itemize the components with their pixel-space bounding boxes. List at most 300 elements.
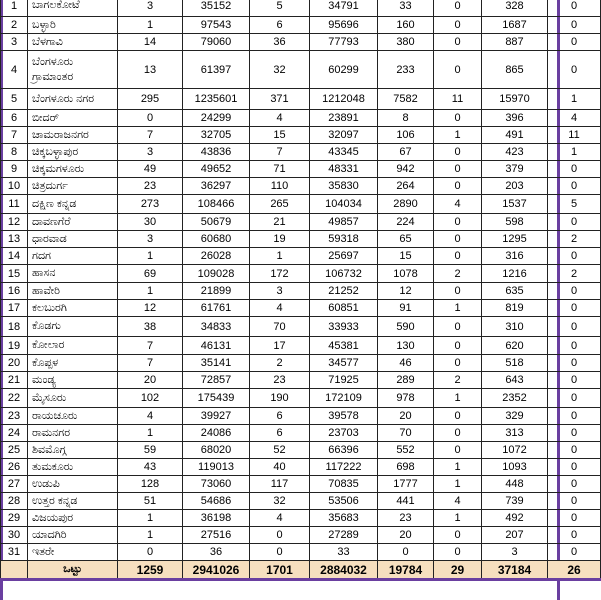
deaths-today-cell: 0 — [434, 51, 482, 89]
table-row — [1, 459, 601, 476]
district-name: ಧಾರವಾಡ — [28, 231, 118, 248]
total-discharged-cell: 49857 — [310, 214, 378, 231]
total-active-cell: 7582 — [378, 89, 434, 110]
discharged-today-cell: 0 — [250, 544, 310, 561]
total-discharged-cell: 27289 — [310, 527, 378, 544]
total-active-cases-cell: 1259 — [118, 561, 183, 580]
total-active-cell: 698 — [378, 459, 434, 476]
total-discharged-cell: 23703 — [310, 425, 378, 442]
deaths-today-cell: 1 — [434, 459, 482, 476]
total-active-cell: 67 — [378, 144, 434, 161]
discharged-today-cell: 15 — [250, 127, 310, 144]
total-active-cell: 160 — [378, 17, 434, 34]
discharged-today-cell: 2 — [250, 355, 310, 372]
total-active-cell: 1777 — [378, 476, 434, 493]
total-positive-cell: 54686 — [183, 493, 250, 510]
total-deaths-cell: 3 — [482, 544, 548, 561]
other-deaths-cell: 0 — [548, 248, 601, 265]
total-deaths-cell: 1295 — [482, 231, 548, 248]
district-name: ಉಡುಪಿ — [28, 476, 118, 493]
total-positive-cell: 34833 — [183, 317, 250, 337]
total-active-cell: 289 — [378, 372, 434, 389]
active-cases-cell: 20 — [118, 372, 183, 389]
total-total-deaths-cell: 37184 — [482, 561, 548, 580]
total-positive-cell: 24299 — [183, 110, 250, 127]
deaths-today-cell: 0 — [434, 34, 482, 51]
district-name: ರಾಮನಗರ — [28, 425, 118, 442]
total-discharged-cell: 66396 — [310, 442, 378, 459]
total-discharged-today-cell: 1701 — [250, 561, 310, 580]
district-name: ಚಾಮರಾಜನಗರ — [28, 127, 118, 144]
total-discharged-cell: 21252 — [310, 283, 378, 300]
total-positive-cell: 36297 — [183, 178, 250, 195]
discharged-today-cell: 21 — [250, 214, 310, 231]
active-cases-cell: 7 — [118, 127, 183, 144]
total-positive-cell: 72857 — [183, 372, 250, 389]
row-serial-number: 16 — [1, 283, 28, 300]
other-deaths-cell: 0 — [548, 17, 601, 34]
active-cases-cell: 4 — [118, 408, 183, 425]
discharged-today-cell: 172 — [250, 265, 310, 283]
total-positive-cell: 61397 — [183, 51, 250, 89]
row-serial-number: 7 — [1, 127, 28, 144]
total-deaths-cell: 310 — [482, 317, 548, 337]
active-cases-cell: 3 — [118, 0, 183, 17]
discharged-today-cell: 3 — [250, 283, 310, 300]
active-cases-cell: 1 — [118, 248, 183, 265]
total-positive-cell: 39927 — [183, 408, 250, 425]
district-name: ಶಿವಮೊಗ್ಗ — [28, 442, 118, 459]
total-discharged-cell: 43345 — [310, 144, 378, 161]
deaths-today-cell: 0 — [434, 17, 482, 34]
district-name: ದಾವಣಗೆರೆ — [28, 214, 118, 231]
deaths-today-cell: 1 — [434, 127, 482, 144]
other-deaths-cell: 0 — [548, 425, 601, 442]
district-name: ಯಾದಗಿರಿ — [28, 527, 118, 544]
total-deaths-today-cell: 29 — [434, 561, 482, 580]
total-deaths-cell: 329 — [482, 408, 548, 425]
total-deaths-cell: 1537 — [482, 195, 548, 214]
total-deaths-cell: 620 — [482, 337, 548, 355]
total-discharged-cell: 71925 — [310, 372, 378, 389]
total-discharged-cell: 33 — [310, 544, 378, 561]
total-active-cell: 12 — [378, 283, 434, 300]
total-discharged-cell: 32097 — [310, 127, 378, 144]
active-cases-cell: 0 — [118, 544, 183, 561]
total-deaths-cell: 207 — [482, 527, 548, 544]
other-deaths-cell: 0 — [548, 0, 601, 17]
total-discharged-cell: 60851 — [310, 300, 378, 317]
active-cases-cell: 1 — [118, 510, 183, 527]
other-deaths-cell: 11 — [548, 127, 601, 144]
district-name: ಹಾವೇರಿ — [28, 283, 118, 300]
table-row — [1, 178, 601, 195]
total-active-cell: 0 — [378, 544, 434, 561]
total-active-cell: 23 — [378, 510, 434, 527]
deaths-today-cell: 0 — [434, 110, 482, 127]
total-positive-cell: 73060 — [183, 476, 250, 493]
deaths-today-cell: 1 — [434, 389, 482, 408]
other-deaths-cell: 0 — [548, 459, 601, 476]
table-row — [1, 425, 601, 442]
row-serial-number: 2 — [1, 17, 28, 34]
district-name: ಗದಗ — [28, 248, 118, 265]
row-serial-number: 30 — [1, 527, 28, 544]
total-active-cell: 552 — [378, 442, 434, 459]
deaths-today-cell: 0 — [434, 248, 482, 265]
total-active-cell: 106 — [378, 127, 434, 144]
district-name: ವಿಜಯಪುರ — [28, 510, 118, 527]
total-deaths-cell: 865 — [482, 51, 548, 89]
other-deaths-cell: 0 — [548, 408, 601, 425]
table-row — [1, 195, 601, 214]
other-deaths-cell: 1 — [548, 89, 601, 110]
total-active-cell: 2890 — [378, 195, 434, 214]
total-deaths-cell: 316 — [482, 248, 548, 265]
district-name: ಚಿಕ್ಕಮಗಳೂರು — [28, 161, 118, 178]
district-name: ಇತರೇ — [28, 544, 118, 561]
row-serial-number: 26 — [1, 459, 28, 476]
active-cases-cell: 51 — [118, 493, 183, 510]
active-cases-cell: 295 — [118, 89, 183, 110]
row-serial-number: 15 — [1, 265, 28, 283]
active-cases-cell: 1 — [118, 527, 183, 544]
total-discharged-cell: 59318 — [310, 231, 378, 248]
total-deaths-cell: 1216 — [482, 265, 548, 283]
total-total-positive-cell: 2941026 — [183, 561, 250, 580]
table-row — [1, 0, 601, 17]
total-positive-cell: 108466 — [183, 195, 250, 214]
row-serial-number: 27 — [1, 476, 28, 493]
deaths-today-cell: 2 — [434, 265, 482, 283]
deaths-today-cell: 0 — [434, 544, 482, 561]
discharged-today-cell: 4 — [250, 110, 310, 127]
row-serial-number: 28 — [1, 493, 28, 510]
total-discharged-cell: 35830 — [310, 178, 378, 195]
total-positive-cell: 24086 — [183, 425, 250, 442]
row-serial-number: 25 — [1, 442, 28, 459]
deaths-today-cell: 1 — [434, 300, 482, 317]
district-name: ತುಮಕೂರು — [28, 459, 118, 476]
deaths-today-cell: 1 — [434, 476, 482, 493]
total-discharged-cell: 35683 — [310, 510, 378, 527]
discharged-today-cell: 371 — [250, 89, 310, 110]
row-serial-number: 18 — [1, 317, 28, 337]
discharged-today-cell: 71 — [250, 161, 310, 178]
other-deaths-cell: 0 — [548, 493, 601, 510]
district-name: ಚಿಕ್ಕಬಳ್ಳಾಪುರ — [28, 144, 118, 161]
total-positive-cell: 36198 — [183, 510, 250, 527]
total-deaths-cell: 15970 — [482, 89, 548, 110]
discharged-today-cell: 6 — [250, 17, 310, 34]
discharged-today-cell: 36 — [250, 34, 310, 51]
total-positive-cell: 21899 — [183, 283, 250, 300]
district-name: ಬೆಂಗಳೂರು ನಗರ — [28, 89, 118, 110]
discharged-today-cell: 19 — [250, 231, 310, 248]
discharged-today-cell: 40 — [250, 459, 310, 476]
total-discharged-cell: 117222 — [310, 459, 378, 476]
total-positive-cell: 109028 — [183, 265, 250, 283]
total-active-cell: 264 — [378, 178, 434, 195]
table-row — [1, 283, 601, 300]
discharged-today-cell: 70 — [250, 317, 310, 337]
total-total-active-cell: 19784 — [378, 561, 434, 580]
total-discharged-cell: 1212048 — [310, 89, 378, 110]
row-serial-number: 17 — [1, 300, 28, 317]
table-row — [1, 17, 601, 34]
total-positive-cell: 46131 — [183, 337, 250, 355]
district-name: ಕಲಬುರಗಿ — [28, 300, 118, 317]
row-serial-number: 8 — [1, 144, 28, 161]
other-deaths-cell: 0 — [548, 317, 601, 337]
table-row — [1, 231, 601, 248]
discharged-today-cell: 117 — [250, 476, 310, 493]
total-positive-cell: 79060 — [183, 34, 250, 51]
deaths-today-cell: 11 — [434, 89, 482, 110]
total-row-serial-blank — [1, 561, 28, 580]
district-name: ಬೆಂಗಳೂರು ಗ್ರಾಮಾಂತರ — [28, 51, 118, 89]
total-active-cell: 130 — [378, 337, 434, 355]
total-active-cell: 224 — [378, 214, 434, 231]
district-name: ಬೆಳಗಾವಿ — [28, 34, 118, 51]
deaths-today-cell: 4 — [434, 493, 482, 510]
total-positive-cell: 1235601 — [183, 89, 250, 110]
active-cases-cell: 49 — [118, 161, 183, 178]
district-name: ಬಳ್ಳಾರಿ — [28, 17, 118, 34]
total-discharged-cell: 23891 — [310, 110, 378, 127]
table-row — [1, 110, 601, 127]
table-row — [1, 317, 601, 337]
total-deaths-cell: 203 — [482, 178, 548, 195]
other-deaths-cell: 0 — [548, 161, 601, 178]
total-deaths-cell: 1072 — [482, 442, 548, 459]
total-deaths-cell: 643 — [482, 372, 548, 389]
active-cases-cell: 38 — [118, 317, 183, 337]
active-cases-cell: 3 — [118, 144, 183, 161]
district-name: ಕೊಪ್ಪಳ — [28, 355, 118, 372]
other-deaths-cell: 0 — [548, 51, 601, 89]
table-row — [1, 300, 601, 317]
total-active-cell: 91 — [378, 300, 434, 317]
table-row — [1, 161, 601, 178]
other-deaths-cell: 0 — [548, 527, 601, 544]
active-cases-cell: 1 — [118, 425, 183, 442]
total-deaths-cell: 887 — [482, 34, 548, 51]
total-deaths-cell: 491 — [482, 127, 548, 144]
total-deaths-cell: 379 — [482, 161, 548, 178]
row-serial-number: 9 — [1, 161, 28, 178]
total-active-cell: 8 — [378, 110, 434, 127]
total-label: ಒಟ್ಟು — [28, 561, 118, 580]
total-discharged-cell: 77793 — [310, 34, 378, 51]
deaths-today-cell: 0 — [434, 0, 482, 17]
row-serial-number: 6 — [1, 110, 28, 127]
district-name: ಹಾಸನ — [28, 265, 118, 283]
total-deaths-cell: 598 — [482, 214, 548, 231]
discharged-today-cell: 52 — [250, 442, 310, 459]
row-serial-number: 21 — [1, 372, 28, 389]
total-discharged-cell: 70835 — [310, 476, 378, 493]
discharged-today-cell: 4 — [250, 300, 310, 317]
total-active-cell: 441 — [378, 493, 434, 510]
discharged-today-cell: 6 — [250, 408, 310, 425]
other-deaths-cell: 0 — [548, 442, 601, 459]
total-positive-cell: 26028 — [183, 248, 250, 265]
deaths-today-cell: 0 — [434, 355, 482, 372]
total-row — [1, 561, 601, 580]
deaths-today-cell: 0 — [434, 178, 482, 195]
total-deaths-cell: 396 — [482, 110, 548, 127]
row-serial-number: 4 — [1, 51, 28, 89]
total-active-cell: 380 — [378, 34, 434, 51]
row-serial-number: 11 — [1, 195, 28, 214]
total-deaths-cell: 492 — [482, 510, 548, 527]
deaths-today-cell: 0 — [434, 144, 482, 161]
total-positive-cell: 60680 — [183, 231, 250, 248]
total-deaths-cell: 518 — [482, 355, 548, 372]
discharged-today-cell: 32 — [250, 493, 310, 510]
active-cases-cell: 59 — [118, 442, 183, 459]
discharged-today-cell: 190 — [250, 389, 310, 408]
table-row — [1, 408, 601, 425]
row-serial-number: 31 — [1, 544, 28, 561]
other-deaths-cell: 2 — [548, 265, 601, 283]
total-deaths-cell: 448 — [482, 476, 548, 493]
discharged-today-cell: 1 — [250, 248, 310, 265]
total-positive-cell: 27516 — [183, 527, 250, 544]
total-discharged-cell: 172109 — [310, 389, 378, 408]
district-name: ಉತ್ತರ ಕನ್ನಡ — [28, 493, 118, 510]
total-discharged-cell: 48331 — [310, 161, 378, 178]
table-row — [1, 493, 601, 510]
table-row — [1, 527, 601, 544]
total-discharged-cell: 104034 — [310, 195, 378, 214]
discharged-today-cell: 7 — [250, 144, 310, 161]
discharged-today-cell: 0 — [250, 527, 310, 544]
other-deaths-cell: 0 — [548, 300, 601, 317]
row-serial-number: 12 — [1, 214, 28, 231]
active-cases-cell: 7 — [118, 337, 183, 355]
deaths-today-cell: 0 — [434, 442, 482, 459]
total-deaths-cell: 819 — [482, 300, 548, 317]
row-serial-number: 24 — [1, 425, 28, 442]
total-positive-cell: 68020 — [183, 442, 250, 459]
table-row — [1, 476, 601, 493]
district-name: ಕೊಡಗು — [28, 317, 118, 337]
active-cases-cell: 273 — [118, 195, 183, 214]
other-deaths-cell: 0 — [548, 476, 601, 493]
other-deaths-cell: 0 — [548, 214, 601, 231]
discharged-today-cell: 265 — [250, 195, 310, 214]
total-deaths-cell: 1093 — [482, 459, 548, 476]
table-row — [1, 544, 601, 561]
deaths-today-cell: 0 — [434, 317, 482, 337]
active-cases-cell: 7 — [118, 355, 183, 372]
row-serial-number: 29 — [1, 510, 28, 527]
table-row — [1, 214, 601, 231]
other-deaths-cell: 0 — [548, 372, 601, 389]
deaths-today-cell: 0 — [434, 527, 482, 544]
total-discharged-cell: 34577 — [310, 355, 378, 372]
other-deaths-cell: 0 — [548, 34, 601, 51]
deaths-today-cell: 0 — [434, 231, 482, 248]
total-active-cell: 46 — [378, 355, 434, 372]
active-cases-cell: 14 — [118, 34, 183, 51]
discharged-today-cell: 17 — [250, 337, 310, 355]
total-active-cell: 33 — [378, 0, 434, 17]
total-discharged-cell: 25697 — [310, 248, 378, 265]
district-name: ಕೋಲಾರ — [28, 337, 118, 355]
total-deaths-cell: 328 — [482, 0, 548, 17]
discharged-today-cell: 6 — [250, 425, 310, 442]
other-deaths-cell: 1 — [548, 144, 601, 161]
active-cases-cell: 43 — [118, 459, 183, 476]
total-positive-cell: 35141 — [183, 355, 250, 372]
deaths-today-cell: 0 — [434, 214, 482, 231]
row-serial-number: 3 — [1, 34, 28, 51]
district-name: ಮಂಡ್ಯ — [28, 372, 118, 389]
total-positive-cell: 119013 — [183, 459, 250, 476]
total-active-cell: 70 — [378, 425, 434, 442]
table-row — [1, 265, 601, 283]
district-name: ಬೀದರ್ — [28, 110, 118, 127]
deaths-today-cell: 2 — [434, 372, 482, 389]
total-active-cell: 1078 — [378, 265, 434, 283]
other-deaths-cell: 5 — [548, 195, 601, 214]
district-name: ಚಿತ್ರದುರ್ಗ — [28, 178, 118, 195]
total-discharged-cell: 33933 — [310, 317, 378, 337]
table-row — [1, 337, 601, 355]
other-deaths-cell: 0 — [548, 355, 601, 372]
table-row — [1, 51, 601, 89]
table-row — [1, 127, 601, 144]
total-active-cell: 65 — [378, 231, 434, 248]
active-cases-cell: 69 — [118, 265, 183, 283]
total-positive-cell: 175439 — [183, 389, 250, 408]
deaths-today-cell: 0 — [434, 283, 482, 300]
total-deaths-cell: 423 — [482, 144, 548, 161]
table-row — [1, 144, 601, 161]
total-active-cell: 20 — [378, 527, 434, 544]
table-row — [1, 248, 601, 265]
total-active-cell: 590 — [378, 317, 434, 337]
total-active-cell: 233 — [378, 51, 434, 89]
row-serial-number: 19 — [1, 337, 28, 355]
other-deaths-cell: 0 — [548, 283, 601, 300]
total-discharged-cell: 34791 — [310, 0, 378, 17]
district-name: ದಕ್ಷಿಣ ಕನ್ನಡ — [28, 195, 118, 214]
discharged-today-cell: 32 — [250, 51, 310, 89]
discharged-today-cell: 4 — [250, 510, 310, 527]
district-name: ಮೈಸೂರು — [28, 389, 118, 408]
total-positive-cell: 32705 — [183, 127, 250, 144]
total-active-cell: 15 — [378, 248, 434, 265]
row-serial-number: 10 — [1, 178, 28, 195]
active-cases-cell: 128 — [118, 476, 183, 493]
row-serial-number: 1 — [1, 0, 28, 17]
deaths-today-cell: 0 — [434, 425, 482, 442]
row-serial-number: 22 — [1, 389, 28, 408]
total-active-cell: 978 — [378, 389, 434, 408]
total-deaths-cell: 739 — [482, 493, 548, 510]
other-deaths-cell: 0 — [548, 389, 601, 408]
row-serial-number: 23 — [1, 408, 28, 425]
table-row — [1, 389, 601, 408]
discharged-today-cell: 5 — [250, 0, 310, 17]
active-cases-cell: 23 — [118, 178, 183, 195]
discharged-today-cell: 110 — [250, 178, 310, 195]
other-deaths-cell: 2 — [548, 231, 601, 248]
